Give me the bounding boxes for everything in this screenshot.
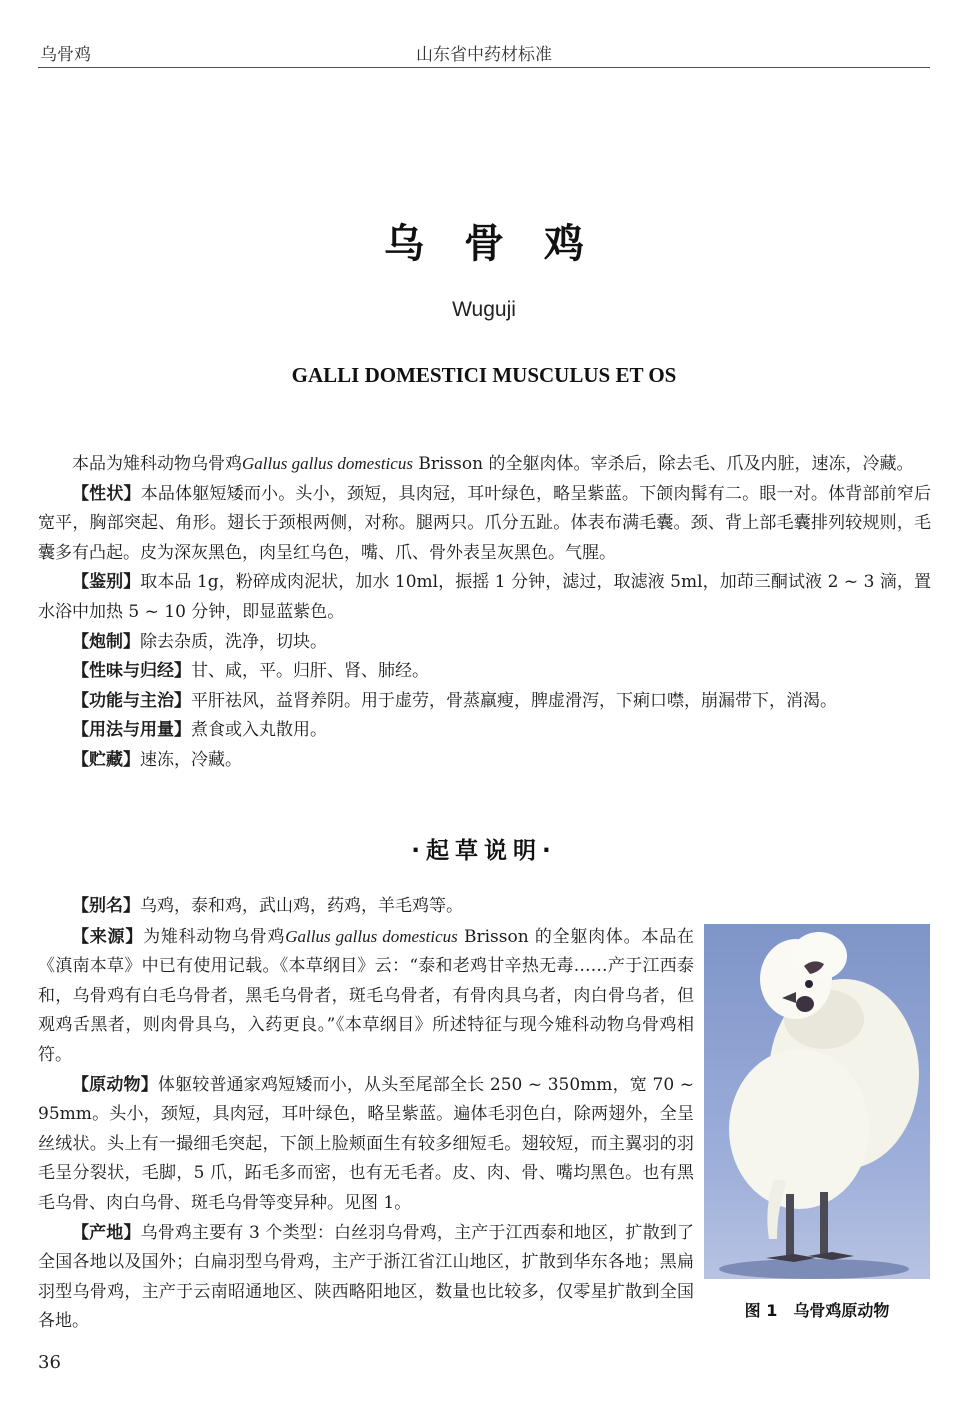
section-xingwei [38, 657, 931, 687]
foot-right [808, 1252, 854, 1260]
section-label: 【来源】 [72, 926, 144, 947]
leg-right [820, 1192, 828, 1254]
leg-left [786, 1194, 794, 1256]
breast-plumage [729, 1049, 869, 1209]
draft-bieming [38, 892, 694, 922]
section-label: 【原动物】 [72, 1074, 158, 1095]
section-text: 除去杂质，洗净，切块。 [140, 631, 327, 652]
eye [805, 980, 813, 988]
section-text: 甘、咸，平。归肝、肾、肺经。 [191, 661, 429, 682]
intro-text-end: Brisson 的全躯肉体。宰杀后，除去毛、爪及内脏，速冻，冷藏。 [412, 454, 914, 474]
species-name: Gallus gallus domesticus [285, 926, 458, 946]
section-label: 【别名】 [72, 896, 140, 916]
section-text: 乌骨鸡主要有 3 个类型：白丝羽乌骨鸡，主产于江西泰和地区，扩散到了全国各地以及国外；白扁羽型乌骨鸡，主产于浙江省江山地区，扩散到华东各地；黑扁羽型乌骨鸡，主产于云南昭通地区、陕西略阳地区，数量也比较多，仅零星扩散到全国各地。 [38, 1222, 695, 1332]
intro-text: 本品为雉科动物乌骨鸡 [72, 454, 242, 474]
section-label: 【炮制】 [72, 631, 140, 652]
draft-explanation-body [38, 892, 694, 1337]
section-text: 本品体躯短矮而小。头小，颈短，具肉冠，耳叶绿色，略呈紫蓝。下颌肉髯有二。眼一对。体背部前窄后宽平，胸部突起、角形。翅长于颈根两侧，对称。腿两只。爪分五趾。体表布满毛囊。颈、背上部毛囊排列较规则，毛囊多有凸起。皮为深灰黑色，肉呈红乌色，嘴、爪、骨外表呈灰黑色。气腥。 [38, 483, 932, 563]
section-yongfa [38, 716, 931, 746]
monograph-body [38, 449, 931, 776]
section-text: 体躯较普通家鸡短矮而小，从头至尾部全长 250 ~ 350mm，宽 70 ~ 95mm。头小，颈短，具肉冠，耳叶绿色，略呈紫蓝。遍体毛羽色白，除两翅外，全呈丝绒状。头上有一撮细毛突起，下颌上脸颊面生有较多细短毛。翅较短，而主翼羽的羽毛呈分裂状，毛脚，5 爪，跖毛多而密，也有无毛者。皮、肉、骨、嘴均黑色。也有黑毛乌骨、肉白乌骨、斑毛乌骨等变异种。见图 1。 [38, 1074, 695, 1213]
species-name: Gallus gallus domesticus [242, 454, 413, 473]
silkie-chicken-illustration [704, 924, 930, 1279]
section-gongneng [38, 687, 931, 717]
pinyin-name: Wuguji [452, 298, 516, 321]
section-xingzhuang [38, 480, 931, 569]
running-header-title: 乌骨鸡 [40, 45, 91, 65]
section-label: 【产地】 [72, 1222, 141, 1243]
running-header-book: 山东省中药材标准 [416, 45, 552, 65]
wattle [796, 996, 814, 1012]
header-rule [38, 67, 930, 68]
page-title: 乌骨鸡 [384, 221, 624, 267]
section-label: 【用法与用量】 [72, 720, 191, 741]
draft-yuandongwu [38, 1071, 694, 1219]
section-label: 【功能与主治】 [72, 690, 191, 711]
crest-tuft [791, 932, 847, 980]
section-text: 煮食或入丸散用。 [191, 720, 327, 741]
section-text: 平肝祛风，益肾养阴。用于虚劳，骨蒸羸瘦，脾虚滑泻，下痢口噤，崩漏带下，消渴。 [191, 690, 837, 711]
figure-caption: 图 1 乌骨鸡原动物 [744, 1301, 890, 1320]
shadow [719, 1259, 909, 1279]
intro-paragraph [38, 449, 931, 480]
section-paozhi [38, 628, 931, 658]
page-number: 36 [38, 1352, 61, 1373]
latin-name: GALLI DOMESTICI MUSCULUS ET OS [291, 363, 677, 387]
draft-chandi [38, 1219, 694, 1337]
section-jianbie [38, 568, 931, 627]
section-text: 为雉科动物乌骨鸡 [143, 926, 286, 947]
section-text: 取本品 1g，粉碎成肉泥状，加水 10ml，振摇 1 分钟，滤过，取滤液 5ml，加茚三酮试液 2 ~ 3 滴，置水浴中加热 5 ~ 10 分钟，即显蓝紫色。 [38, 572, 931, 622]
section-text-end: Brisson 的全躯肉体。本品在《滇南本草》中已有使用记载。《本草纲目》云：“泰和老鸡甘辛热无毒……产于江西泰和，乌骨鸡有白毛乌骨者，黑毛乌骨者，斑毛乌骨者，有骨肉具乌者，肉白骨乌者，但观鸡舌黑者，则肉骨具乌，入药更良。”《本草纲目》所述特征与现今雉科动物乌骨鸡相符。 [38, 926, 695, 1065]
section-label: 【性味与归经】 [72, 661, 191, 682]
section-text: 速冻，冷藏。 [140, 749, 242, 770]
section-zhucang [38, 746, 931, 776]
draft-laiyuan [38, 922, 694, 1071]
section-label: 【鉴别】 [72, 572, 141, 593]
section-text: 乌鸡，泰和鸡，武山鸡，药鸡，羊毛鸡等。 [140, 896, 463, 916]
section-label: 【性状】 [72, 483, 141, 504]
draft-explanation-heading: ·起草说明· [411, 838, 557, 864]
section-label: 【贮藏】 [72, 749, 140, 770]
silkie-chicken-photo [704, 924, 930, 1279]
